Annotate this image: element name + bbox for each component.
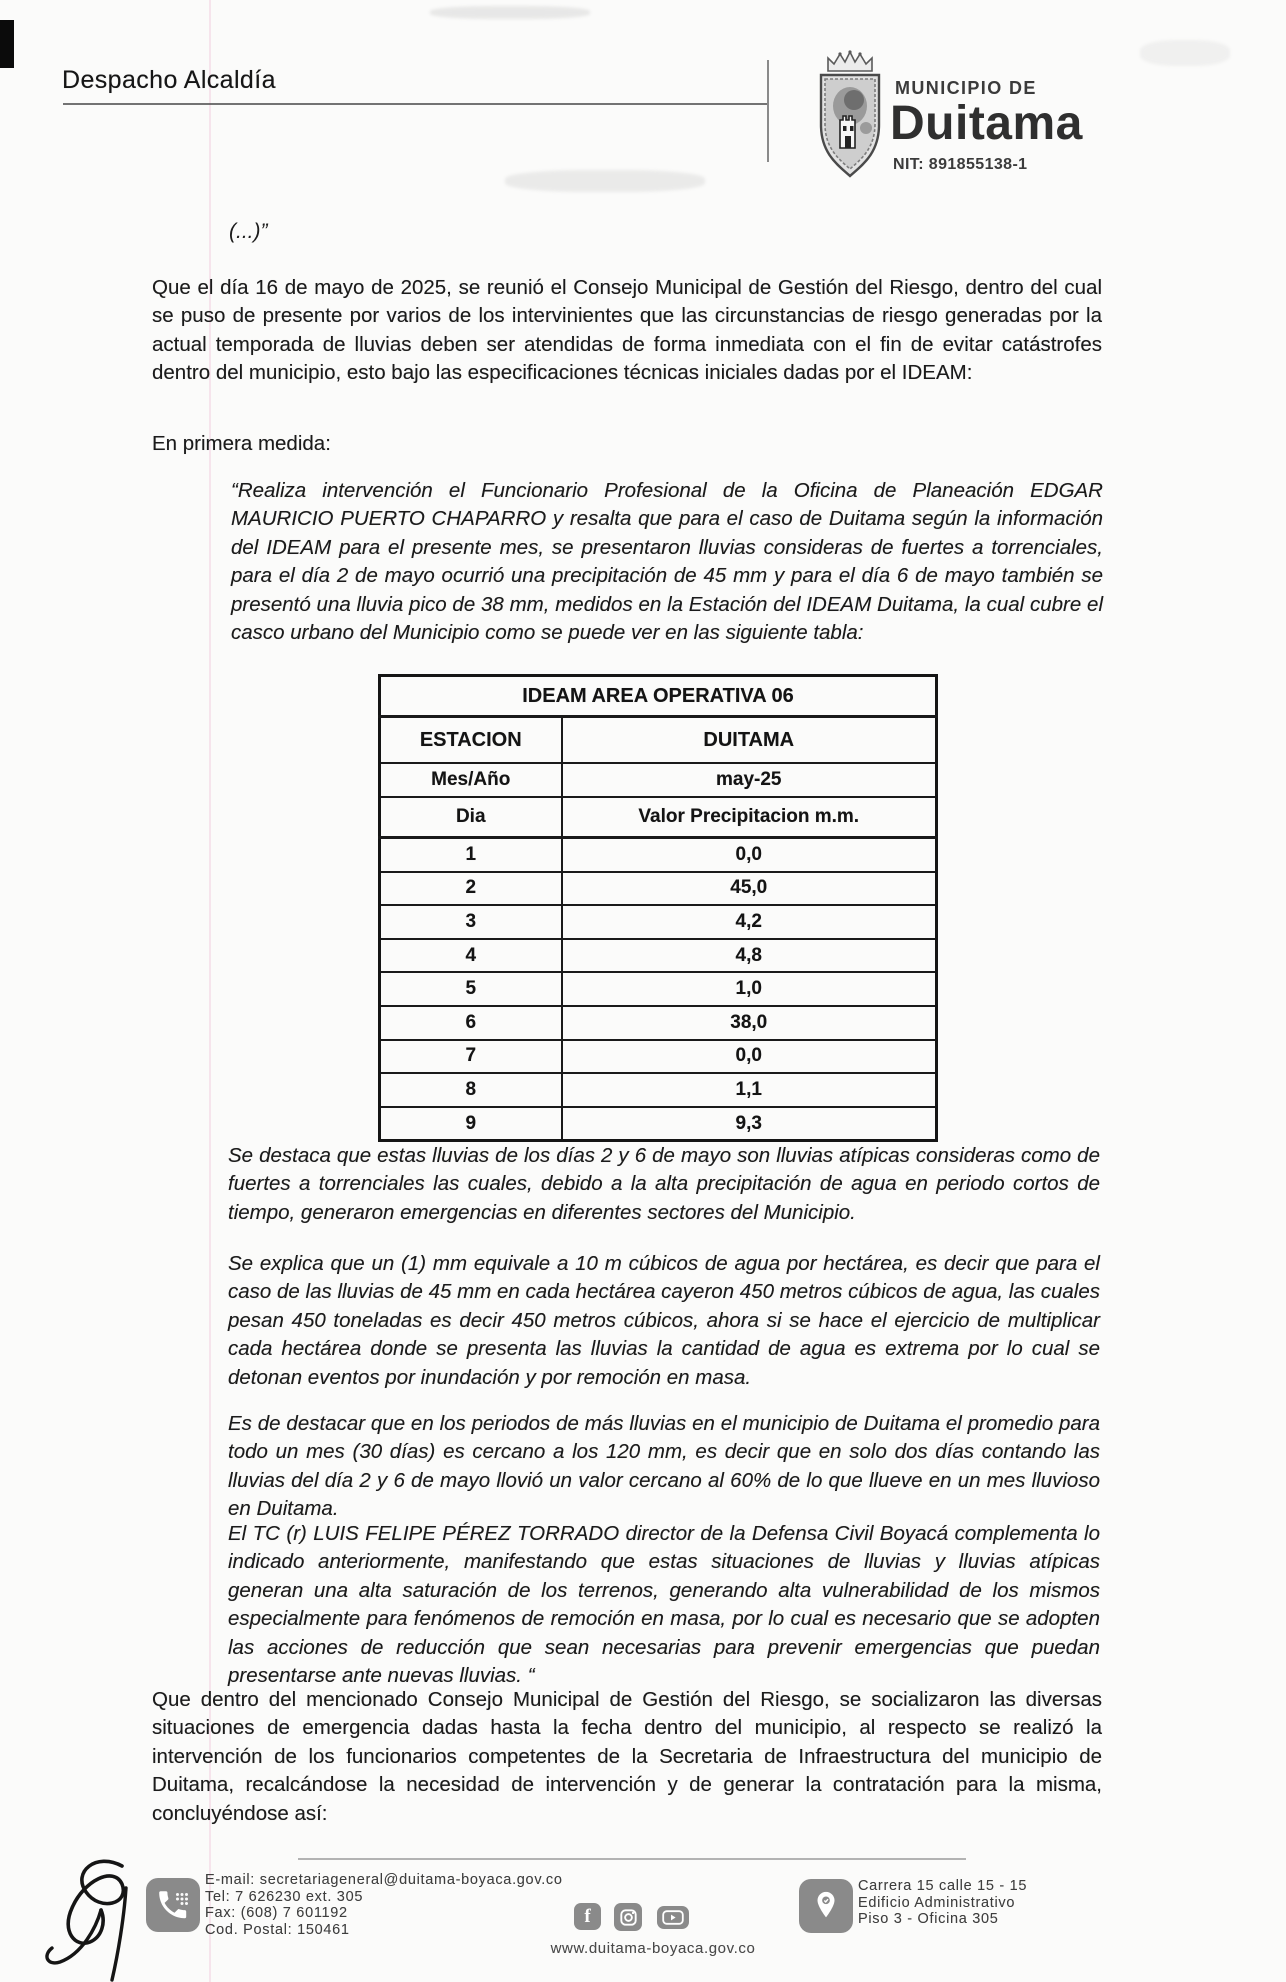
table-row bbox=[380, 939, 937, 973]
header-rule bbox=[63, 103, 768, 105]
municipio-de-label: MUNICIPIO DE bbox=[895, 78, 1037, 98]
day-cell: 8 bbox=[380, 1073, 562, 1107]
table-station-row bbox=[380, 717, 937, 764]
website-url: www.duitama-boyaca.gov.co bbox=[550, 1940, 756, 1957]
instagram-icon bbox=[614, 1903, 642, 1931]
table-row bbox=[380, 1040, 937, 1074]
municipality-name: Duitama bbox=[890, 97, 1083, 150]
location-pin-icon bbox=[799, 1879, 853, 1933]
scan-smudge bbox=[505, 170, 705, 192]
scan-smudge bbox=[1140, 40, 1230, 66]
table-row bbox=[380, 905, 937, 939]
precip-value-cell: 4,8 bbox=[562, 939, 937, 973]
table-row bbox=[380, 972, 937, 1006]
precip-value-cell: 1,0 bbox=[562, 972, 937, 1006]
quote-destaca: Se destaca que estas lluvias de los días 2 y 6 de mayo son lluvias atípicas consideras como de fuertes a torrenciales las cuales, debido a la alta precipitación de agua en periodo cortos de tiempo, generaron emergencias en diferentes sectores del Municipio. bbox=[228, 1144, 1100, 1224]
day-cell: 1 bbox=[380, 838, 562, 872]
scan-smudge bbox=[430, 6, 590, 19]
table-month-row bbox=[380, 763, 937, 797]
station-value: DUITAMA bbox=[562, 717, 937, 764]
contact-block bbox=[205, 1872, 563, 1938]
precip-value-cell: 4,2 bbox=[562, 905, 937, 939]
table-row bbox=[380, 1107, 937, 1141]
table-row bbox=[380, 838, 937, 872]
scan-corner-mark bbox=[0, 20, 14, 68]
address-line: Carrera 15 calle 15 - 15 bbox=[858, 1878, 1028, 1894]
office-title: Despacho Alcaldía bbox=[62, 66, 276, 94]
precip-table-body bbox=[380, 838, 937, 1141]
day-cell: 2 bbox=[380, 872, 562, 906]
quote-planeacion: “Realiza intervención el Funcionario Profesional de la Oficina de Planeación EDGAR MAURICIO PUERTO CHAPARRO y resalta que para el caso de Duitama según la información del IDEAM para el presente mes, se presentaron lluvias consideras de fuertes a torrenciales, para el día 2 de mayo ocurrió una precipitación de 45 mm y para el día 6 de mayo también se presentó una lluvia pico de 38 mm, medidos en la Estación del IDEAM Duitama, la cual cubre el casco urbano del Municipio como se puede ver en las siguiente tabla: bbox=[231, 479, 1103, 645]
table-title: IDEAM AREA OPERATIVA 06 bbox=[380, 676, 937, 717]
table-row bbox=[380, 872, 937, 906]
precipitation-table-wrapper bbox=[378, 674, 938, 1142]
nit-label: NIT: 891855138-1 bbox=[893, 156, 1028, 173]
table-header-row bbox=[380, 797, 937, 838]
quote-destacar: Es de destacar que en los periodos de más lluvias en el municipio de Duitama el promedio para todo un mes (30 días) es cercano a los 120 mm, es decir que en solo dos días contando las lluvias del día 2 y 6 de mayo llovió un valor cercano al 60% de lo que llueve en un mes lluvioso en Duitama. bbox=[228, 1412, 1100, 1521]
month-label: Mes/Año bbox=[380, 763, 562, 797]
table-row bbox=[380, 1006, 937, 1040]
facebook-icon: f bbox=[574, 1903, 601, 1930]
day-cell: 7 bbox=[380, 1040, 562, 1074]
address-line: Edificio Administrativo bbox=[858, 1894, 1016, 1911]
quote-defensa-civil: El TC (r) LUIS FELIPE PÉREZ TORRADO director de la Defensa Civil Boyacá complementa lo indicado anteriormente, manifestando que estas situaciones de lluvias y lluvias atípicas generan una alta saturación de los terrenos, generando alta vulnerabilidad de los mismos especialmente para fenómenos de remoción en masa, por lo cual es necesario que se adopten las acciones de reducción que sean necesarias para prevenir emergencias que puedan presentarse ante nuevas lluvias. “ bbox=[228, 1522, 1100, 1688]
header-divider bbox=[767, 60, 769, 162]
day-cell: 5 bbox=[380, 972, 562, 1006]
duitama-coat-of-arms-icon bbox=[812, 50, 888, 193]
precip-value-cell: 45,0 bbox=[562, 872, 937, 906]
footer-rule bbox=[298, 1858, 966, 1860]
fax-line: Fax: (608) 7 601192 bbox=[205, 1905, 348, 1921]
precip-value-cell: 38,0 bbox=[562, 1006, 937, 1040]
opening-quote-mark: (...)” bbox=[229, 220, 268, 243]
precip-value-cell: 0,0 bbox=[562, 838, 937, 872]
lead-in-line: En primera medida: bbox=[152, 432, 331, 455]
email-line: E-mail: secretariageneral@duitama-boyaca.gov.co bbox=[205, 1872, 563, 1888]
precip-value-cell: 1,1 bbox=[562, 1073, 937, 1107]
station-label: ESTACION bbox=[380, 717, 562, 764]
paragraph-cierre: Que dentro del mencionado Consejo Municipal de Gestión del Riesgo, se socializaron las diversas situaciones de emergencia dadas hasta la fecha dentro del municipio, al respecto se realizó la intervención de los funcionarios competentes de la Secretaria de Infraestructura del municipio de Duitama, recalcándose la necesidad de intervención y de generar la contratación para la misma, concluyéndose así: bbox=[152, 1688, 1102, 1825]
day-cell: 4 bbox=[380, 939, 562, 973]
precipitation-table bbox=[378, 674, 938, 1142]
address-block bbox=[858, 1878, 1027, 1928]
day-cell: 3 bbox=[380, 905, 562, 939]
day-cell: 9 bbox=[380, 1107, 562, 1141]
day-header: Dia bbox=[380, 797, 562, 838]
address-line: Piso 3 - Oficina 305 bbox=[858, 1911, 999, 1927]
quote-explica: Se explica que un (1) mm equivale a 10 m cúbicos de agua por hectárea, es decir que para el caso de las lluvias de 45 mm en cada hectárea cayeron 450 metros cúbicos de agua, las cuales pesan 450 toneladas es decir 450 metros cúbicos, ahora si se hace el ejercicio de multiplicar cada hectárea donde se presenta las lluvias la cantidad de agua es extrema por lo cual se detonan eventos por inundación y por remoción en masa. bbox=[228, 1252, 1100, 1389]
precip-value-cell: 0,0 bbox=[562, 1040, 937, 1074]
month-value: may-25 bbox=[562, 763, 937, 797]
postal-line: Cod. Postal: 150461 bbox=[205, 1921, 350, 1938]
paragraph-consejo: Que el día 16 de mayo de 2025, se reunió el Consejo Municipal de Gestión del Riesgo, dentro del cual se puso de presente por varios de los intervinientes que las circunstancias de riesgo generadas por la actual temporada de lluvias deben ser atendidas de forma inmediata con el fin de evitar catástrofes dentro del municipio, esto bajo las especificaciones técnicas iniciales dadas por el IDEAM: bbox=[152, 276, 1102, 385]
tel-line: Tel: 7 626230 ext. 305 bbox=[205, 1888, 364, 1905]
phone-icon bbox=[146, 1878, 200, 1932]
value-header: Valor Precipitacion m.m. bbox=[562, 797, 937, 838]
precip-value-cell: 9,3 bbox=[562, 1107, 937, 1141]
table-title-row bbox=[380, 676, 937, 717]
youtube-icon bbox=[657, 1906, 689, 1929]
day-cell: 6 bbox=[380, 1006, 562, 1040]
table-row bbox=[380, 1073, 937, 1107]
